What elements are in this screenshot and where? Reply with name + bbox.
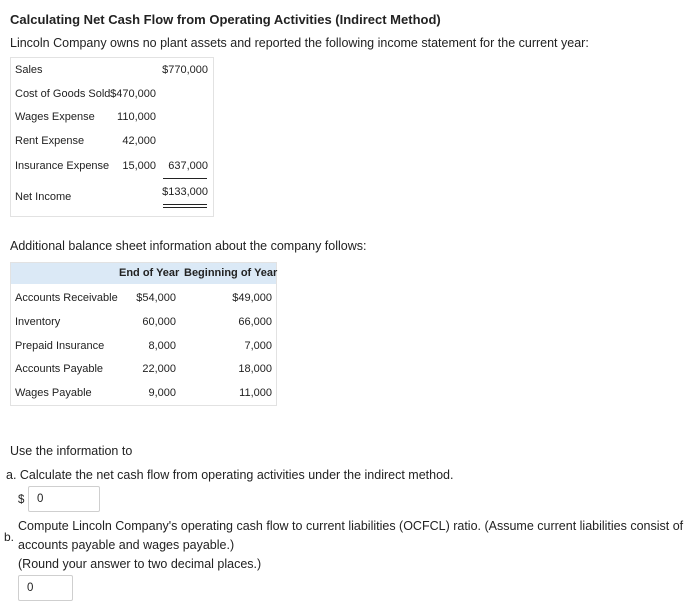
total-expenses-value: 637,000 bbox=[168, 160, 208, 172]
row-begin-wages-payable: 11,000 bbox=[239, 387, 272, 399]
row-end-accounts-receivable: $54,000 bbox=[136, 292, 176, 304]
page-title: Calculating Net Cash Flow from Operating Activities (Indirect Method) bbox=[10, 12, 441, 27]
answer-a-input[interactable] bbox=[28, 486, 100, 512]
subtotal-rule bbox=[163, 178, 207, 179]
use-info-text: Use the information to bbox=[10, 444, 133, 458]
net-income-value: $133,000 bbox=[162, 186, 208, 198]
insurance-value: 15,000 bbox=[122, 160, 156, 172]
row-label-inventory: Inventory bbox=[15, 316, 61, 328]
cogs-label: Cost of Goods Sold bbox=[15, 88, 111, 100]
answer-b-input[interactable] bbox=[18, 575, 73, 601]
wages-label: Wages Expense bbox=[15, 111, 95, 123]
row-label-prepaid-insurance: Prepaid Insurance bbox=[15, 340, 105, 352]
row-begin-accounts-payable: 18,000 bbox=[238, 363, 272, 375]
question-b-line1: Compute Lincoln Company's operating cash flow to current liabilities (OCFCL) ratio. (Assume current liabilities consist of bbox=[18, 519, 684, 533]
sales-value: $770,000 bbox=[162, 64, 208, 76]
cogs-value: $470,000 bbox=[110, 88, 156, 100]
col-beginning-of-year: Beginning of Year bbox=[184, 267, 278, 279]
insurance-label: Insurance Expense bbox=[15, 160, 110, 172]
question-a-text: a. Calculate the net cash flow from operating activities under the indirect method. bbox=[6, 468, 454, 482]
row-end-prepaid-insurance: 8,000 bbox=[148, 340, 176, 352]
question-b-letter: b. bbox=[4, 530, 15, 544]
total-double-rule-bottom bbox=[163, 207, 207, 208]
row-begin-prepaid-insurance: 7,000 bbox=[244, 340, 272, 352]
row-label-wages-payable: Wages Payable bbox=[15, 387, 92, 399]
sales-label: Sales bbox=[15, 64, 43, 76]
total-double-rule-top bbox=[163, 204, 207, 205]
wages-value: 110,000 bbox=[117, 111, 156, 123]
question-b-rounding-note: (Round your answer to two decimal places.) bbox=[18, 557, 262, 571]
rent-value: 42,000 bbox=[122, 135, 156, 147]
row-begin-accounts-receivable: $49,000 bbox=[232, 292, 272, 304]
dollar-sign: $ bbox=[18, 494, 25, 506]
intro-text: Lincoln Company owns no plant assets and reported the following income statement for the current year: bbox=[10, 36, 589, 50]
row-end-wages-payable: 9,000 bbox=[148, 387, 176, 399]
row-begin-inventory: 66,000 bbox=[238, 316, 272, 328]
row-end-inventory: 60,000 bbox=[142, 316, 176, 328]
col-end-of-year: End of Year bbox=[119, 267, 180, 279]
question-b-line2: accounts payable and wages payable.) bbox=[18, 538, 235, 552]
net-income-label: Net Income bbox=[15, 191, 72, 203]
row-label-accounts-payable: Accounts Payable bbox=[15, 363, 104, 375]
row-label-accounts-receivable: Accounts Receivable bbox=[15, 292, 118, 304]
additional-info-text: Additional balance sheet information about the company follows: bbox=[10, 239, 367, 253]
rent-label: Rent Expense bbox=[15, 135, 85, 147]
row-end-accounts-payable: 22,000 bbox=[142, 363, 176, 375]
balance-sheet-table bbox=[10, 262, 277, 406]
